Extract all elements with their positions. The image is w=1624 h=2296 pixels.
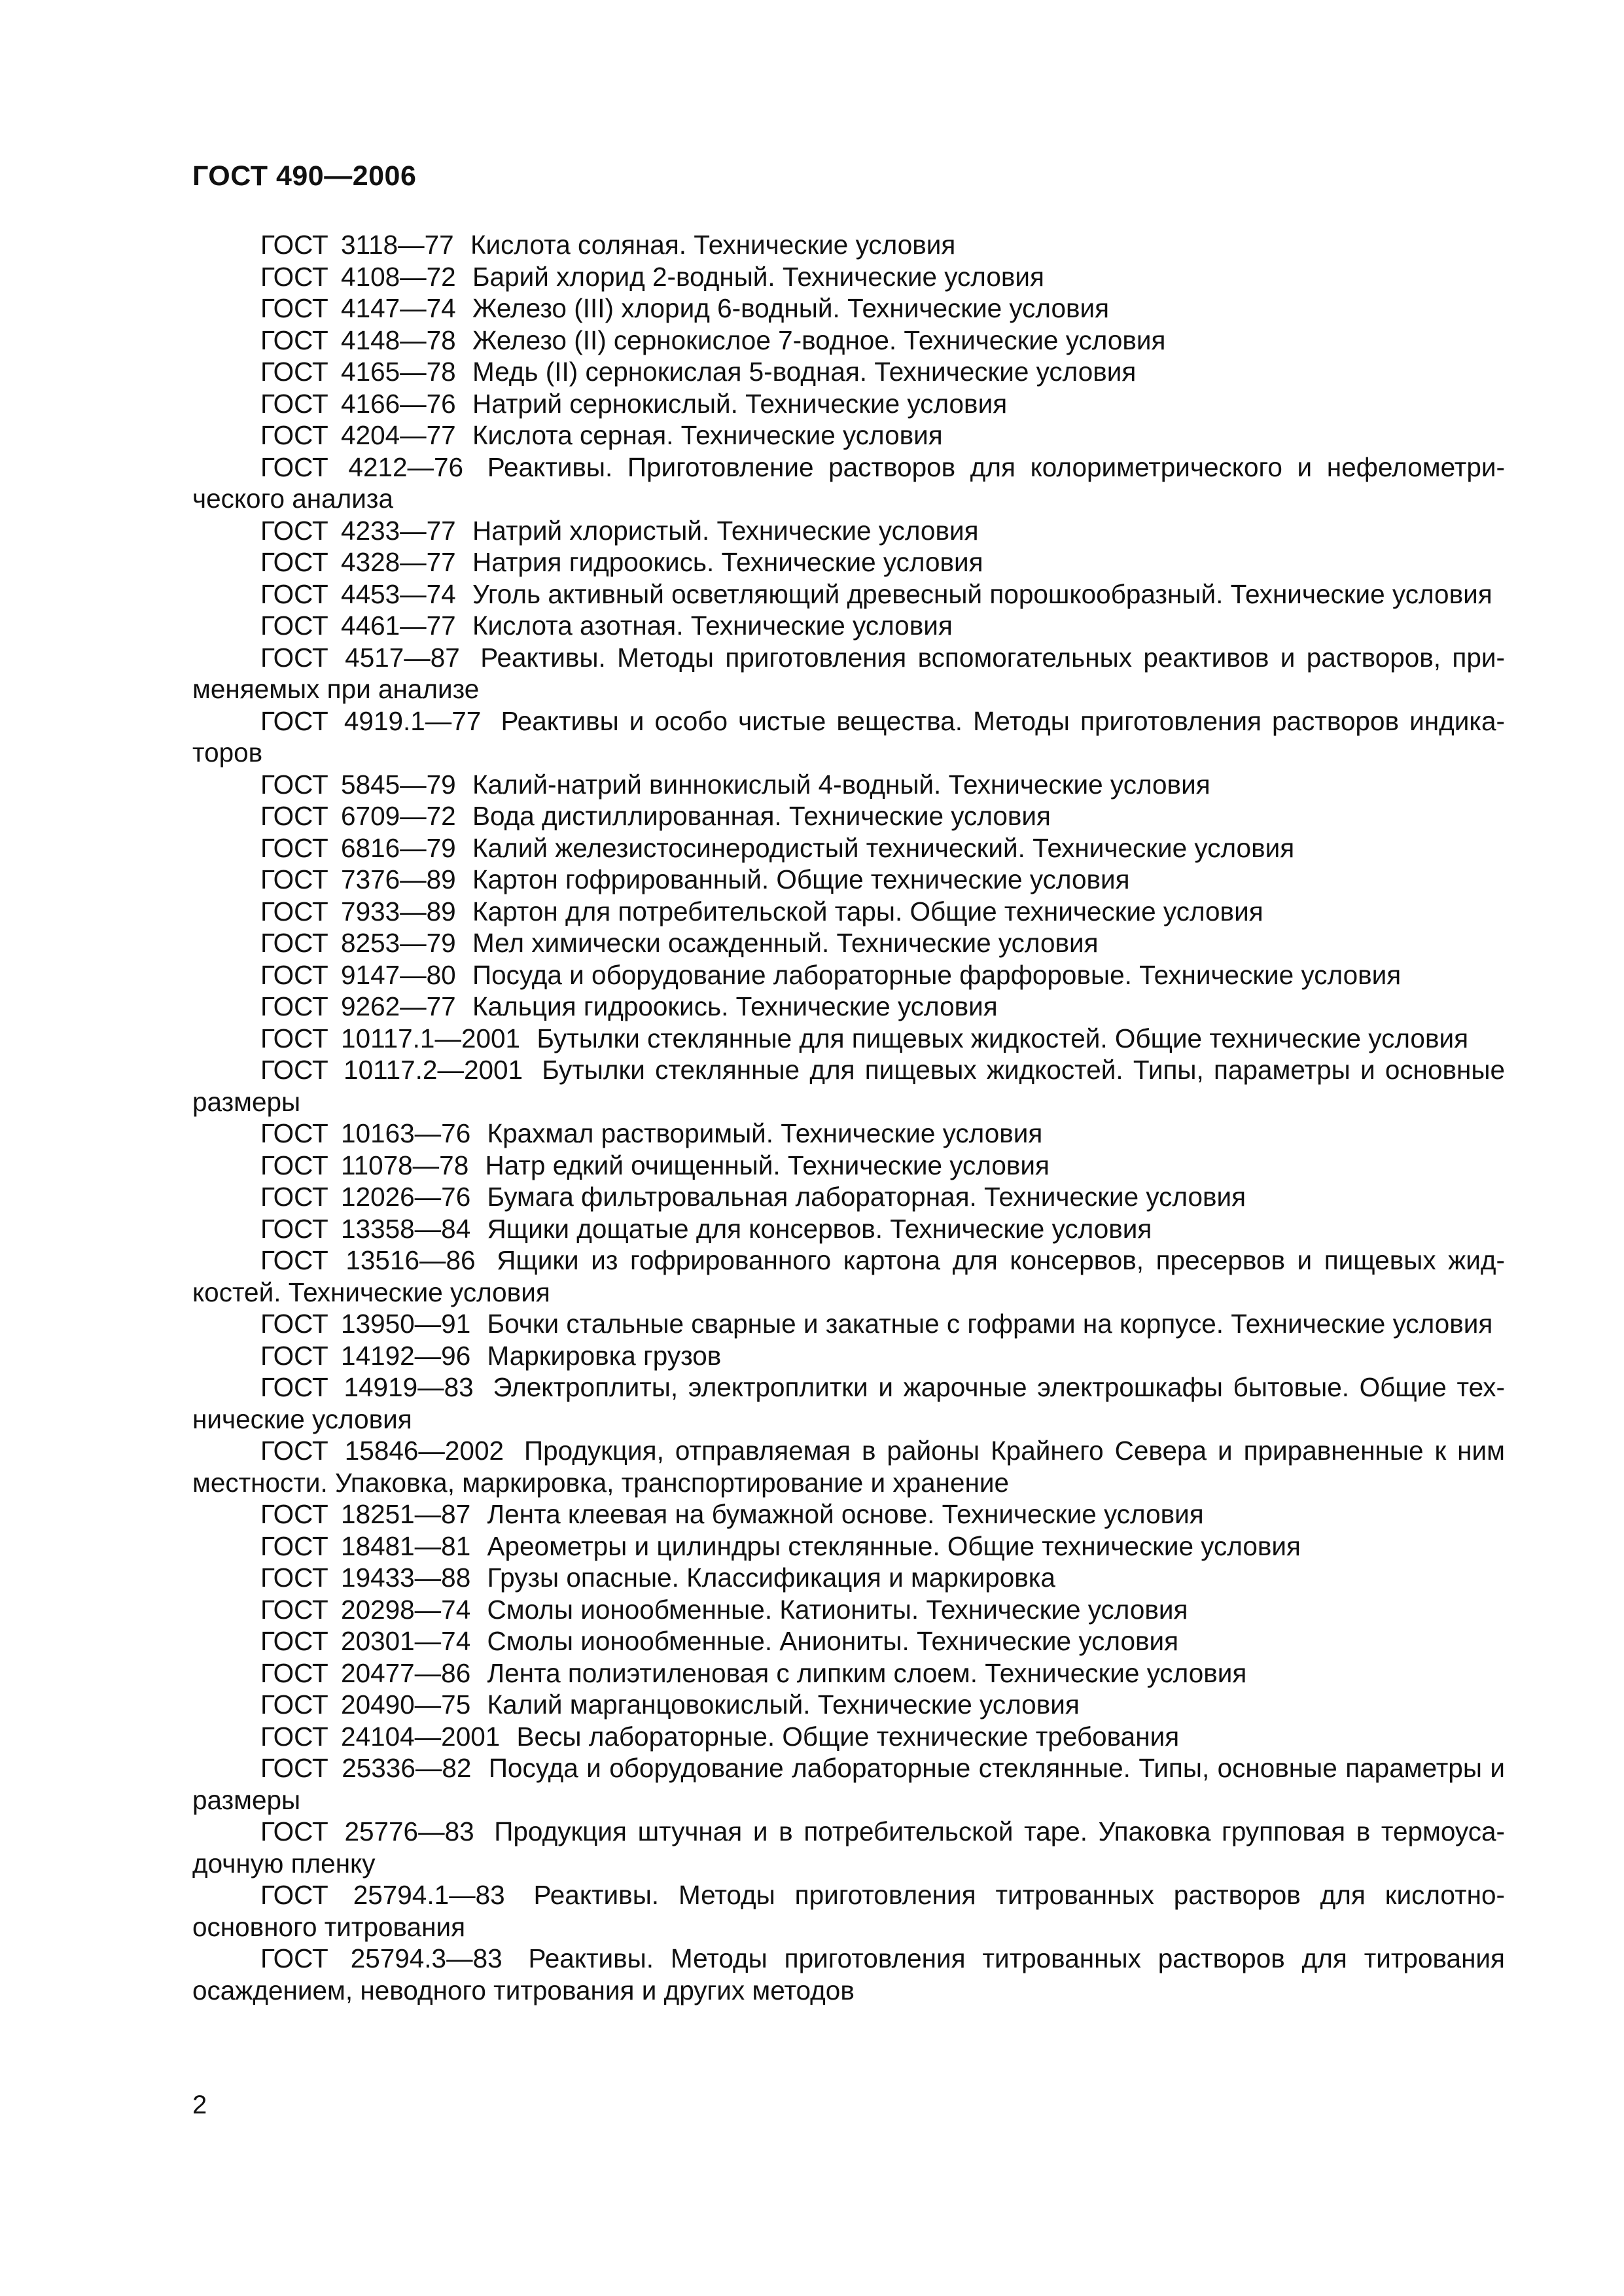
standard-code: ГОСТ 25794.3—83	[260, 1943, 503, 1973]
standard-code: ГОСТ 20477—86	[260, 1657, 471, 1688]
standard-title: Реактивы. Методы приготовления титрованных растворов для кислотно-основного титрования	[192, 1880, 1505, 1942]
reference-entry	[192, 991, 1505, 1023]
standard-title: Лента клеевая на бумажной основе. Технические условия	[487, 1499, 1204, 1529]
standard-code: ГОСТ 20490—75	[260, 1689, 471, 1720]
standard-title: Медь (II) сернокислая 5-водная. Технические условия	[472, 357, 1137, 387]
standard-code: ГОСТ 3118—77	[260, 230, 454, 260]
standard-code: ГОСТ 10163—76	[260, 1118, 471, 1148]
reference-entry	[192, 292, 1505, 325]
standard-code: ГОСТ 6816—79	[260, 832, 456, 863]
standard-title: Грузы опасные. Классификация и маркировка	[487, 1563, 1055, 1593]
reference-entry	[192, 1657, 1505, 1689]
reference-entry	[192, 451, 1505, 515]
standard-code: ГОСТ 18481—81	[260, 1530, 471, 1561]
reference-entry	[192, 325, 1505, 357]
page-number: 2	[192, 2091, 207, 2119]
standard-title: Продукция, отправляемая в районы Крайнего Севера и приравненные к ним местности. Упаковка, маркировка, транспортирование и хранение	[192, 1436, 1505, 1498]
standard-title: Картон для потребительской тары. Общие технические условия	[472, 896, 1263, 927]
standard-code: ГОСТ 4166—76	[260, 388, 456, 419]
standard-code: ГОСТ 7376—89	[260, 864, 456, 894]
reference-entry	[192, 1435, 1505, 1498]
standard-title: Уголь активный осветляющий древесный порошкообразный. Технические условия	[472, 578, 1492, 609]
standard-code: ГОСТ 25794.1—83	[260, 1880, 505, 1910]
standard-code: ГОСТ 12026—76	[260, 1182, 471, 1212]
standard-title: Крахмал растворимый. Технические условия	[487, 1118, 1043, 1148]
reference-entry	[192, 1689, 1505, 1721]
standard-title: Посуда и оборудование лабораторные фарфоровые. Технические условия	[472, 959, 1402, 990]
standard-title: Бумага фильтровальная лабораторная. Технические условия	[487, 1182, 1246, 1212]
reference-entry	[192, 1498, 1505, 1530]
reference-entry	[192, 1181, 1505, 1213]
reference-entry	[192, 642, 1505, 705]
reference-entry	[192, 1245, 1505, 1308]
standard-title: Железо (II) сернокислое 7-водное. Технические условия	[472, 325, 1166, 355]
standard-code: ГОСТ 9147—80	[260, 959, 456, 990]
standard-code: ГОСТ 15846—2002	[260, 1436, 504, 1466]
reference-entry	[192, 1943, 1505, 2006]
reference-entry	[192, 1213, 1505, 1245]
standard-title: Кальция гидроокись. Технические условия	[472, 991, 998, 1021]
standard-code: ГОСТ 7933—89	[260, 896, 456, 927]
standard-title: Маркировка грузов	[487, 1340, 722, 1371]
standard-title: Ящики дощатые для консервов. Технические условия	[487, 1213, 1152, 1244]
standard-code: ГОСТ 4233—77	[260, 515, 456, 546]
standard-title: Кислота серная. Технические условия	[472, 420, 943, 450]
reference-entry	[192, 1879, 1505, 1943]
reference-entry	[192, 832, 1505, 864]
standard-title: Железо (III) хлорид 6-водный. Технические условия	[472, 293, 1110, 323]
reference-entry	[192, 1562, 1505, 1594]
reference-entry	[192, 229, 1505, 261]
reference-entry	[192, 419, 1505, 451]
standard-code: ГОСТ 4204—77	[260, 420, 456, 450]
standard-code: ГОСТ 18251—87	[260, 1499, 471, 1529]
reference-entry	[192, 705, 1505, 769]
standard-code: ГОСТ 4165—78	[260, 357, 456, 387]
standard-title: Ящики из гофрированного картона для консервов, пресервов и пищевых жидкостей. Технические условия	[192, 1245, 1505, 1307]
standard-code: ГОСТ 10117.2—2001	[260, 1055, 523, 1085]
reference-entry	[192, 1023, 1505, 1055]
standard-code: ГОСТ 13358—84	[260, 1213, 471, 1244]
standard-code: ГОСТ 5845—79	[260, 769, 456, 800]
standard-title: Бутылки стеклянные для пищевых жидкостей. Типы, параметры и основные размеры	[192, 1055, 1505, 1117]
standard-code: ГОСТ 24104—2001	[260, 1721, 501, 1752]
reference-entry	[192, 578, 1505, 610]
standard-title: Кислота азотная. Технические условия	[472, 610, 953, 641]
standard-code: ГОСТ 20301—74	[260, 1626, 471, 1656]
standard-code: ГОСТ 9262—77	[260, 991, 456, 1021]
standard-title: Реактивы и особо чистые вещества. Методы приготовления растворов индикаторов	[192, 705, 1505, 768]
standard-title: Смолы ионообменные. Катиониты. Технические условия	[487, 1594, 1188, 1625]
reference-entry	[192, 927, 1505, 959]
standard-code: ГОСТ 20298—74	[260, 1594, 471, 1625]
standard-title: Кислота соляная. Технические условия	[470, 230, 956, 260]
reference-entry	[192, 1816, 1505, 1879]
standard-code: ГОСТ 4517—87	[260, 642, 460, 673]
standard-title: Лента полиэтиленовая с липким слоем. Технические условия	[487, 1657, 1247, 1688]
standard-code: ГОСТ 14192—96	[260, 1340, 471, 1371]
reference-entry	[192, 1118, 1505, 1150]
standard-title: Картон гофрированный. Общие технические условия	[472, 864, 1130, 894]
standard-title: Натрий сернокислый. Технические условия	[472, 388, 1008, 419]
standard-code: ГОСТ 4461—77	[260, 610, 456, 641]
standard-title: Реактивы. Приготовление растворов для колориметрического и нефелометрического анализа	[192, 451, 1505, 514]
standard-title: Ареометры и цилиндры стеклянные. Общие технические условия	[487, 1530, 1301, 1561]
standard-title: Натрия гидроокись. Технические условия	[472, 547, 983, 577]
reference-entry	[192, 1308, 1505, 1340]
page-header: ГОСТ 490—2006	[192, 160, 417, 192]
standard-code: ГОСТ 11078—78	[260, 1150, 469, 1180]
reference-entry	[192, 769, 1505, 801]
reference-entry	[192, 356, 1505, 388]
standard-code: ГОСТ 4328—77	[260, 547, 456, 577]
standard-code: ГОСТ 25336—82	[260, 1753, 472, 1783]
reference-entry	[192, 546, 1505, 578]
standard-code: ГОСТ 6709—72	[260, 801, 456, 831]
standard-code: ГОСТ 13516—86	[260, 1245, 476, 1275]
reference-entry	[192, 610, 1505, 642]
standard-code: ГОСТ 4453—74	[260, 578, 456, 609]
reference-entry	[192, 1340, 1505, 1372]
reference-entry	[192, 800, 1505, 832]
standard-code: ГОСТ 13950—91	[260, 1309, 471, 1339]
standard-title: Калий марганцовокислый. Технические условия	[487, 1689, 1080, 1720]
standard-title: Мел химически осажденный. Технические условия	[472, 928, 1099, 958]
reference-entry	[192, 896, 1505, 928]
standard-code: ГОСТ 4148—78	[260, 325, 456, 355]
standard-code: ГОСТ 19433—88	[260, 1563, 471, 1593]
standard-title: Продукция штучная и в потребительской таре. Упаковка групповая в термоусадочную пленку	[192, 1816, 1505, 1879]
standard-code: ГОСТ 4108—72	[260, 261, 456, 292]
standard-title: Электроплиты, электроплитки и жарочные электрошкафы бытовые. Общие технические условия	[192, 1372, 1505, 1434]
references-list	[192, 229, 1505, 2006]
standard-title: Смолы ионообменные. Аниониты. Технические условия	[487, 1626, 1179, 1656]
reference-entry	[192, 1054, 1505, 1118]
reference-entry	[192, 261, 1505, 293]
standard-title: Барий хлорид 2-водный. Технические условия	[472, 261, 1044, 292]
reference-entry	[192, 1594, 1505, 1626]
standard-title: Посуда и оборудование лабораторные стеклянные. Типы, основные параметры и размеры	[192, 1753, 1505, 1815]
reference-entry	[192, 1721, 1505, 1753]
standard-title: Бутылки стеклянные для пищевых жидкостей. Общие технические условия	[537, 1023, 1469, 1053]
standard-title: Реактивы. Методы приготовления вспомогательных реактивов и растворов, применяемых при анализе	[192, 642, 1505, 704]
standard-code: ГОСТ 4147—74	[260, 293, 456, 323]
standard-title: Вода дистиллированная. Технические условия	[472, 801, 1051, 831]
standard-code: ГОСТ 14919—83	[260, 1372, 474, 1402]
reference-entry	[192, 1371, 1505, 1435]
standard-title: Калий-натрий виннокислый 4-водный. Технические условия	[472, 769, 1210, 800]
standard-code: ГОСТ 4919.1—77	[260, 705, 482, 736]
reference-entry	[192, 864, 1505, 896]
reference-entry	[192, 1150, 1505, 1182]
standard-title: Натр едкий очищенный. Технические условия	[485, 1150, 1050, 1180]
reference-entry	[192, 1625, 1505, 1657]
reference-entry	[192, 959, 1505, 991]
standard-title: Бочки стальные сварные и закатные с гофрами на корпусе. Технические условия	[487, 1309, 1493, 1339]
reference-entry	[192, 388, 1505, 420]
standard-code: ГОСТ 4212—76	[260, 451, 464, 482]
standard-code: ГОСТ 25776—83	[260, 1816, 474, 1846]
standard-code: ГОСТ 8253—79	[260, 928, 456, 958]
standard-title: Весы лабораторные. Общие технические требования	[516, 1721, 1180, 1752]
standard-code: ГОСТ 10117.1—2001	[260, 1023, 521, 1053]
standard-title: Натрий хлористый. Технические условия	[472, 515, 979, 546]
reference-entry	[192, 1530, 1505, 1563]
reference-entry	[192, 515, 1505, 547]
standard-title: Реактивы. Методы приготовления титрованных растворов для титрования осаждением, неводного титрования и других методов	[192, 1943, 1505, 2005]
standard-title: Калий железистосинеродистый технический. Технические условия	[472, 832, 1295, 863]
reference-entry	[192, 1752, 1505, 1816]
